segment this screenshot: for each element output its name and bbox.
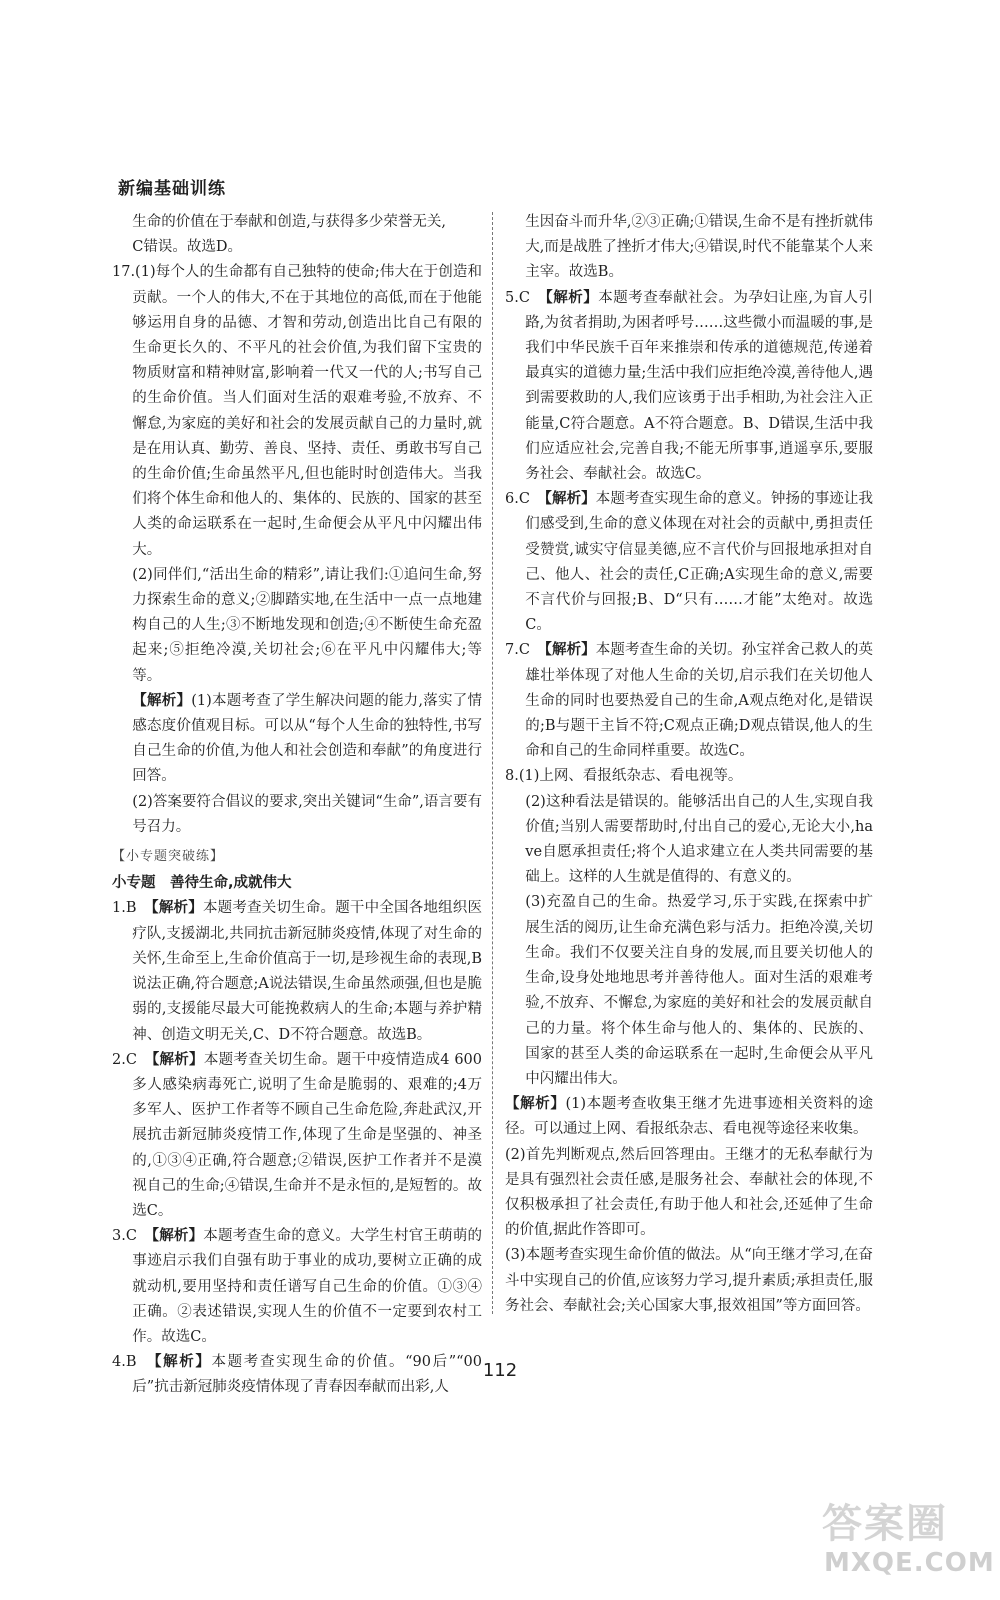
answer-item-8-part-3: (3)充盈自己的生命。热爱学习,乐于实践,在探索中扩展生活的阅历,让生命充满色彩与活力。拒绝冷漠,关切生命。我们不仅要关注自身的发展,而且要关切他人的生命,设身处地地思考并善待他人。面对生活的艰难考验,不放弃、不懈怠,为家庭的美好和社会的发展贡献自己的力量。将个体生命与他人的、集体的、民族的、国家的甚至人类的命运联系在一起时,生命便会从平凡中闪耀出伟大。 xyxy=(525,894,873,1087)
right-column xyxy=(505,210,873,1319)
analysis-8-part-2: (2)首先判断观点,然后回答理由。王继才的无私奉献行为是具有强烈社会责任感,是服务社会、奉献社会的体现,不仅积极承担了社会责任,有助于他人和社会,还延伸了生命的价值,据此作答即可。 xyxy=(505,1146,873,1239)
question-17-part-1: 17.(1)每个人的生命都有自己独特的使命;伟大在于创造和贡献。一个人的伟大,不在于其地位的高低,而在于他能够运用自身的品德、才智和劳动,创造出比自己有限的生命更长久的、不平凡的社会价值,为我们留下宝贵的物质财富和精神财富,影响着一代又一代的人;书写自己的生命价值。当人们面对生活的艰难考验,不放弃、不懈怠,为家庭的美好和社会的发展贡献自己的力量时,就是在用认真、勤劳、善良、坚持、责任、勇敢书写自己的生命价值;生命虽然平凡,但也能时时创造伟大。当我们将个体生命和他人的、集体的、民族的、国家的甚至人类的命运联系在一起时,生命便会从平凡中闪耀出伟大。 xyxy=(112,264,482,558)
answer-item-1: 1.B 【解析】本题考查关切生命。题干中全国各地组织医疗队,支援湖北,共同抗击新冠肺炎疫情,体现了对生命的关怀,生命至上,生命价值高于一切,是珍视生命的表现,B说法正确,符合题意;A说法错误,生命虽然顽强,但也是脆弱的,支援能尽最大可能挽救病人的生命;本题与养护精神、创造文明无关,C、D不符合题意。故选B。 xyxy=(112,900,482,1043)
analysis-label: 【解析】 xyxy=(151,900,203,917)
answer-item-8-part-1: 8.(1)上网、看报纸杂志、看电视等。 xyxy=(505,768,743,785)
analysis-label: 【解析】 xyxy=(132,692,192,709)
watermark-url: MXQE.COM xyxy=(824,1548,995,1578)
answer-item-8-part-2: (2)这种看法是错误的。能够活出自己的人生,实现自我价值;当别人需要帮助时,付出自己的爱心,无论大小,have自愿承担责任;将个人追求建立在人类共同需要的基础上。这样的人生就是值得的、有意义的。 xyxy=(525,793,873,886)
left-column xyxy=(112,210,482,1401)
answer-item-6: 6.C 【解析】本题考查实现生命的意义。钟扬的事迹让我们感受到,生命的意义体现在对社会的贡献中,勇担责任受赞赏,诚实守信显美德,应不言代价与回报地承担对自己、他人、社会的责任,C正确;A实现生命的意义,需要不言代价与回报;B、D“只有……才能”太绝对。故选C。 xyxy=(505,491,873,634)
answer-item-5: 5.C 【解析】本题考查奉献社会。为孕妇让座,为盲人引路,为贫者捐助,为困者呼号……这些微小而温暖的事,是我们中华民族千百年来推崇和传承的道德规范,传递着最真实的道德力量;生活中我们应拒绝冷漠,善待他人,遇到需要救助的人,我们应该勇于出手相助,为社会注入正能量,C符合题意。A不符合题意。B、D错误,生活中我们应适应社会,完善自我;不能无所事事,逍遥享乐,要服务社会、奉献社会。故选C。 xyxy=(505,289,874,483)
watermark-text: 答案圈 xyxy=(822,1501,948,1547)
section-tag: 【小专题突破练】 xyxy=(112,849,225,865)
analysis-label: 【解析】 xyxy=(544,491,596,508)
answer-item-7: 7.C 【解析】本题考查生命的关切。孙宝祥舍己救人的英雄壮举体现了对他人生命的关切,启示我们在关切他人生命的同时也要热爱自己的生命,A观点绝对化,是错误的;B与题干主旨不符;C观点正确;D观点错误,他人的生命和自己的生命同样重要。故选C。 xyxy=(505,642,873,760)
analysis-8-part-1: 【解析】(1)本题考查收集王继才先进事迹相关资料的途径。可以通过上网、看报纸杂志、看电视等途径来收集。 xyxy=(505,1096,874,1138)
analysis-label: 【解析】 xyxy=(151,1051,204,1068)
column-divider xyxy=(492,212,493,1314)
analysis-17-part-2: (2)答案要符合倡议的要求,突出关键词“生命”,语言要有号召力。 xyxy=(132,793,482,835)
answer-continuation-end: C错误。故选D。 xyxy=(132,239,243,256)
analysis-17-part-1 xyxy=(112,689,482,790)
analysis-text: (1)本题考查了学生解决问题的能力,落实了情感态度价值观目标。可以从“每个人生命的独特性,书写自己生命的价值,为他人和社会创造和奉献”的角度进行回答。 xyxy=(132,692,482,785)
answer-item-2: 2.C 【解析】本题考查关切生命。题干中疫情造成4 600多人感染病毒死亡,说明了生命是脆弱的、艰难的;4万多军人、医护工作者等不顾自己生命危险,奔赴武汉,开展抗击新冠肺炎疫情工作,体现了生命是坚强的、神圣的,①③④正确,符合题意;②错误,医护工作者并不是漠视自己的生命;④错误,生命并不是永恒的,是短暂的。故选C。 xyxy=(112,1051,483,1219)
question-17-part-2: (2)同伴们,“活出生命的精彩”,请让我们:①追问生命,努力探索生命的意义;②脚踏实地,在生活中一点一点地建构自己的人生;③不断地发现和创造;④不断使生命充盈起来;⑤拒绝冷漠,关切社会;⑥在平凡中闪耀伟大;等等。 xyxy=(132,566,482,684)
page-header: 新编基础训练 xyxy=(118,179,226,199)
answer-item-4: 4.B 【解析】本题考查实现生命的价值。“90后”“00后”抗击新冠肺炎疫情体现了青春因奉献而出彩,人 xyxy=(112,1354,483,1396)
section-title: 小专题 善待生命,成就伟大 xyxy=(112,875,292,892)
analysis-8-part-3: (3)本题考查实现生命价值的做法。从“向王继才学习,在奋斗中实现自己的价值,应该努力学习,提升素质;承担责任,服务社会、奉献社会;关心国家大事,报效祖国”等方面回答。 xyxy=(505,1247,873,1314)
watermark-logo xyxy=(818,1488,995,1590)
analysis-label: 【解析】 xyxy=(544,642,596,659)
answer-item-4-continued: 生因奋斗而升华,②③正确;①错误,生命不是有挫折就伟大,而是战胜了挫折才伟大;④错误,时代不能靠某个人来主宰。故选B。 xyxy=(525,214,873,281)
analysis-label: 【解析】 xyxy=(151,1228,204,1245)
answer-continuation: 生命的价值在于奉献和创造,与获得多少荣誉无关, xyxy=(132,214,447,230)
answer-item-3: 3.C 【解析】本题考查生命的意义。大学生村官王萌萌的事迹启示我们自强有助于事业的成功,要树立正确的成就动机,要用坚持和责任谱写自己生命的价值。①③④正确。②表述错误,实现人生的价值不一定要到农村工作。故选C。 xyxy=(112,1228,482,1345)
page-number: 112 xyxy=(482,1360,518,1381)
analysis-label: 【解析】 xyxy=(505,1096,566,1113)
analysis-label: 【解析】 xyxy=(154,1354,212,1371)
analysis-label: 【解析】 xyxy=(545,289,599,306)
